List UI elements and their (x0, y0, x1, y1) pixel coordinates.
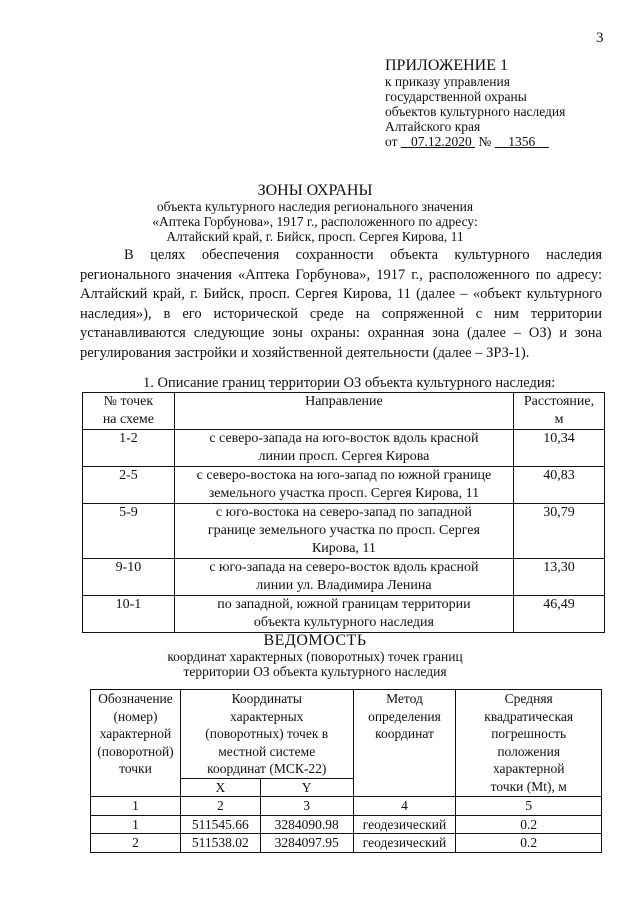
vedomost-subtitle-line: территории ОЗ объекта культурного наследия (183, 664, 447, 679)
row-x: 511538.02 (180, 834, 260, 853)
row-points: 9-10 (83, 559, 175, 596)
table-row (91, 815, 602, 834)
row-points: 10-1 (83, 596, 175, 633)
zones-subtitle-line: объекта культурного наследия регионального значения (156, 199, 474, 214)
page-number: 3 (596, 30, 604, 46)
header-points: № точек на схеме (83, 393, 175, 430)
row-distance: 30,79 (514, 504, 605, 559)
appendix-line: государственной охраны (385, 89, 527, 104)
column-number-row (91, 797, 602, 816)
zones-title: ЗОНЫ ОХРАНЫ (257, 182, 373, 199)
boundary-table (82, 392, 605, 633)
row-points: 5-9 (83, 504, 175, 559)
intro-paragraph (80, 246, 602, 363)
zones-subtitle-line: «Аптека Горбунова», 1917 г., расположенного по адресу: (152, 214, 478, 229)
row-distance: 10,34 (514, 430, 605, 467)
appendix-line: объектов культурного наследия (385, 104, 566, 119)
appendix-line: к приказу управления (385, 74, 510, 89)
row-point: 2 (91, 834, 181, 853)
header-direction: Направление (174, 393, 513, 430)
row-method: геодезический (353, 834, 456, 853)
table-header-row (91, 690, 602, 779)
table-row (83, 467, 605, 504)
row-points: 1-2 (83, 430, 175, 467)
row-direction: с северо-востока на юго-запад по южной границе земельного участка просп. Сергея Кирова, 11 (174, 467, 513, 504)
header-y: Y (260, 778, 353, 797)
appendix-title: ПРИЛОЖЕНИЕ 1 (385, 57, 509, 74)
zones-subtitle-line: Алтайский край, г. Бийск, просп. Сергея Кирова, 11 (166, 229, 464, 244)
table-row (83, 430, 605, 467)
table1-caption: 1. Описание границ территории ОЗ объекта культурного наследия: (143, 375, 556, 391)
row-mt: 0.2 (456, 815, 602, 834)
zones-subtitle (95, 199, 535, 244)
order-date: 07.12.2020 (410, 134, 472, 149)
number-sign: № (478, 134, 492, 149)
appendix-block (385, 57, 565, 149)
table-row (83, 559, 605, 596)
row-mt: 0.2 (456, 834, 602, 853)
row-points: 2-5 (83, 467, 175, 504)
coordinates-table (90, 689, 602, 853)
column-number: 3 (260, 797, 353, 816)
row-y: 3284090.98 (260, 815, 353, 834)
table-row (83, 596, 605, 633)
intro-text: В целях обеспечения сохранности объекта культурного наследия регионального значения «Аптека Горбунова», 1917 г., расположенного по адресу: Алтайский край, г. Бийск, просп. Сергея Кирова, 11 (далее – «объект культурного наследия»), в его исторической среде на сопряженной с ним территории устанавливаются следующие зоны охраны: охранная зона (далее – ОЗ) и зона регулирования застройки и хозяйственной деятельности (далее – ЗРЗ-1). (80, 247, 602, 361)
column-number: 5 (456, 797, 602, 816)
vedomost-title: ВЕДОМОСТЬ (263, 632, 367, 649)
table-row (91, 834, 602, 853)
header-distance: Расстояние, м (514, 393, 605, 430)
header-x: X (180, 778, 260, 797)
header-accuracy: Средняя квадратическая погрешность положения характерной точки (Mt), м (456, 690, 602, 797)
header-method: Метод определения координат (353, 690, 456, 797)
row-point: 1 (91, 815, 181, 834)
vedomost-subtitle (95, 649, 535, 679)
row-direction: по западной, южной границам территории объекта культурного наследия (174, 596, 513, 633)
appendix-date-line (385, 134, 565, 149)
row-method: геодезический (353, 815, 456, 834)
row-direction: с северо-запада на юго-восток вдоль красной линии просп. Сергея Кирова (174, 430, 513, 467)
column-number: 1 (91, 797, 181, 816)
appendix-line: Алтайского края (385, 119, 481, 134)
row-y: 3284097.95 (260, 834, 353, 853)
row-direction: с юго-запада на северо-восток вдоль красной линии ул. Владимира Ленина (174, 559, 513, 596)
date-prefix: от (385, 134, 398, 149)
vedomost-subtitle-line: координат характерных (поворотных) точек границ (167, 649, 463, 664)
row-distance: 46,49 (514, 596, 605, 633)
column-number: 4 (353, 797, 456, 816)
row-x: 511545.66 (180, 815, 260, 834)
order-number: 1356 (508, 134, 536, 149)
column-number: 2 (180, 797, 260, 816)
row-distance: 40,83 (514, 467, 605, 504)
row-direction: с юго-востока на северо-запад по западной границе земельного участка по просп. Сергея Кирова, 11 (174, 504, 513, 559)
table-header-row (83, 393, 605, 430)
header-designation: Обозначение (номер) характерной (поворотной) точки (91, 690, 181, 797)
header-coordinates: Координаты характерных (поворотных) точек в местной системе координат (МСК-22) (180, 690, 353, 779)
row-distance: 13,30 (514, 559, 605, 596)
table-row (83, 504, 605, 559)
